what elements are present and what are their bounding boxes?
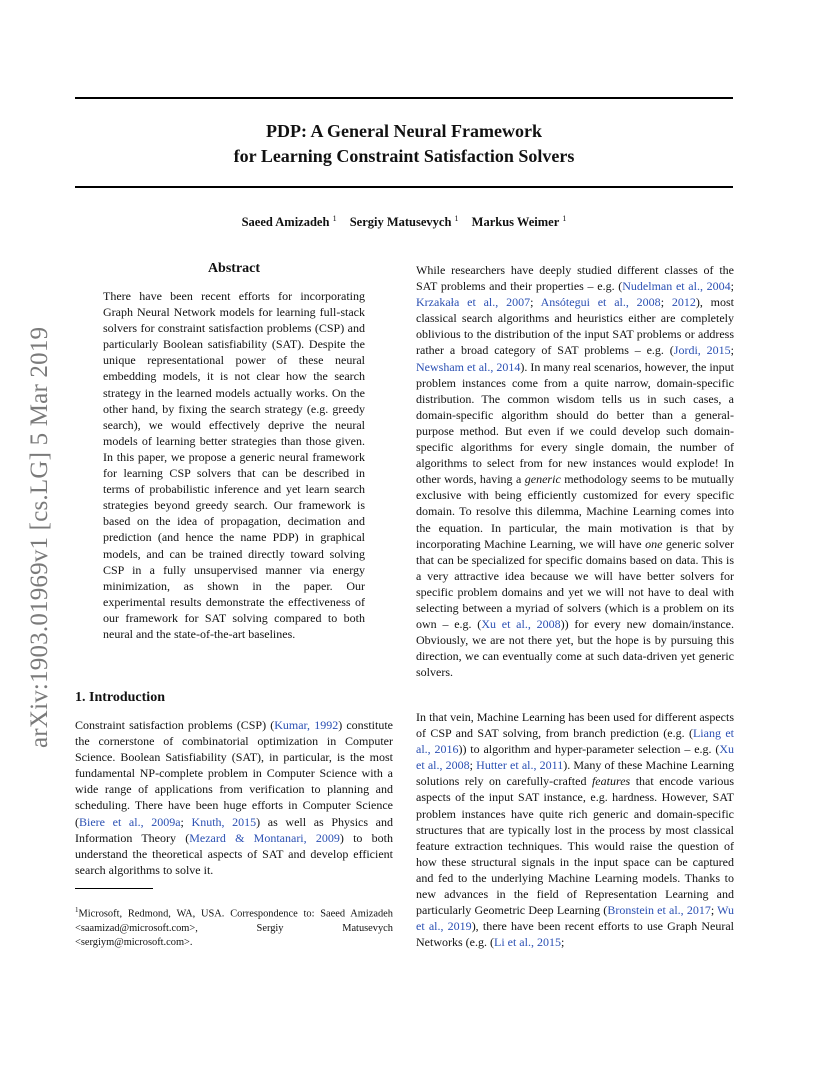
author: Markus Weimer $^1$ bbox=[471, 214, 567, 230]
author-list bbox=[75, 214, 733, 230]
title-line-1: PDP: A General Neural Framework bbox=[266, 121, 542, 141]
section-heading-introduction: 1. Introduction bbox=[75, 690, 165, 705]
title-line-2: for Learning Constraint Satisfaction Solvers bbox=[233, 146, 575, 166]
citation-link[interactable]: Nudelman et al., 2004 bbox=[622, 279, 731, 294]
citation-link[interactable]: Newsham et al., 2014 bbox=[416, 359, 521, 374]
citation-link[interactable]: Hutter et al., 2011 bbox=[476, 758, 564, 773]
citation-link[interactable]: Xu et al., 2008 bbox=[481, 617, 561, 632]
citation-link[interactable]: Mezard & Montanari, 2009 bbox=[189, 830, 340, 845]
arxiv-identifier: arXiv:1903.01969v1 [cs.LG] 5 Mar 2019 bbox=[26, 326, 53, 748]
citation-link[interactable]: Jordi, 2015 bbox=[673, 343, 731, 358]
citation-link[interactable]: Liang et al., 2016 bbox=[416, 726, 734, 757]
footnote-divider bbox=[75, 888, 153, 889]
author: Saeed Amizadeh $^1$ bbox=[241, 214, 337, 230]
citation-link[interactable]: Bronstein et al., 2017 bbox=[607, 903, 711, 918]
abstract-heading: Abstract bbox=[207, 261, 261, 276]
right-paragraph-1: While researchers have deeply studied different classes of the SAT problems and their properties – e.g. (Nudelman et al., 2004; Krzakała et al., 2007; Ansótegui et al., 2008; 2012), most classical search algorithms and heuristics either are completely oblivious to the distribution of the input SAT problems or address rather a broad category of SAT problems – e.g. (Jordi, 2015; Newsham et al., 2014). In many real scenarios, however, the input problem instances come from a quite narrow, domain-specific distribution. The common wisdom tells us in such cases, a domain-specific algorithm should do better than a general-purpose method. But even if we could develop such domain-specific algorithms for every single domain, the number of algorithms to select from for new instances would explode! In other words, having a generic methodology seems to be mutually exclusive with being efficiently customized for every specific domain. To resolve this dilemma, Machine Learning comes into the equation. In particular, the main motivation is that by incorporating Machine Learning, we will have one generic solver that can be specialized for specific domains based on data. This is a very attractive idea because we will have better solvers for specific problem domains and yet we will not have to deal with selecting between a myriad of solvers (which is a problem on its own – e.g. (Xu et al., 2008)) for every new domain/instance. Obviously, we are not there yet, but the hope is by pursuing this direction, we can eventually come at such data-driven yet generic solvers. bbox=[416, 263, 735, 680]
top-rule bbox=[75, 97, 733, 99]
right-paragraph-2: In that vein, Machine Learning has been used for different aspects of CSP and SAT solving, from branch prediction (e.g. (Liang et al., 2016)) to algorithm and hyper-parameter selection – e.g. (Xu et al., 2008; Hutter et al., 2011). Many of these Machine Learning solutions rely on carefully-crafted features that encode various aspects of the input SAT instance, e.g. hardness. However, SAT problem instances have quite rich generic and domain-specific structures that are typically lost in the process by most classical feature extraction techniques. This would raise the question of how these structural signals in the input space can be captured and fed to the underlying Machine Learning models. Thanks to new advances in the field of Representation Learning and particularly Geometric Deep Learning (Bronstein et al., 2017; Wu et al., 2019), there have been recent efforts to use Graph Neural Networks (e.g. (Li et al., 2015; bbox=[416, 710, 735, 950]
author: Sergiy Matusevych $^1$ bbox=[349, 214, 459, 230]
citation-link[interactable]: Biere et al., 2009a bbox=[79, 814, 181, 829]
citation-link[interactable]: Li et al., 2015 bbox=[493, 935, 561, 950]
abstract-text: There have been recent efforts for incorporating Graph Neural Network models for learning full-stack solvers for constraint satisfaction problems (CSP) and particularly Boolean satisfiability (SAT). Despite the unique representational power of these neural embedding models, it is not clear how the search strategy in the learned models actually works. On the other hand, by fixing the search strategy (e.g. greedy search), we would effectively deprive the neural models of learning better strategies than those given. In this paper, we propose a generic neural framework for learning CSP solvers that can be described in terms of probabilistic inference and yet learn search strategies beyond greedy search. Our framework is based on the idea of propagation, decimation and prediction (and hence the name PDP) in graphical models, and can be trained directly toward solving CSP in a fully unsupervised manner via energy minimization, as shown in the paper. Our experimental results demonstrate the effectiveness of our framework for SAT solving compared to both neural and the state-of-the-art baselines. bbox=[103, 289, 365, 641]
citation-link[interactable]: Krzakała et al., 2007 bbox=[416, 295, 531, 310]
paper-title bbox=[75, 119, 733, 169]
footnote: $^1$Microsoft, Redmond, WA, USA. Correspondence to: Saeed Amizadeh <saamizad@microsoft.com>, Sergiy Matusevych <sergiym@microsoft.com>. bbox=[75, 906, 393, 949]
citation-link[interactable]: Kumar, 1992 bbox=[274, 718, 339, 732]
citation-link[interactable]: 2012 bbox=[671, 295, 696, 310]
intro-paragraph: Constraint satisfaction problems (CSP) (Kumar, 1992) constitute the cornerstone of combinatorial optimization in Computer Science. Boolean Satisfiability (SAT), in particular, is the most fundamental NP-complete problem in Computer Science with a wide range of applications from verification to planning and scheduling. There have been huge efforts in Computer Science (Biere et al., 2009a; Knuth, 2015) as well as Physics and Information Theory (Mezard & Montanari, 2009) to both understand the theoretical aspects of SAT and develop efficient search algorithms to solve it. bbox=[75, 718, 394, 877]
bottom-rule bbox=[75, 186, 733, 188]
citation-link[interactable]: Wu et al., 2019 bbox=[416, 903, 735, 934]
citation-link[interactable]: Xu et al., 2008 bbox=[416, 742, 734, 773]
citation-link[interactable]: Knuth, 2015 bbox=[191, 814, 257, 829]
citation-link[interactable]: Ansótegui et al., 2008 bbox=[540, 295, 661, 310]
